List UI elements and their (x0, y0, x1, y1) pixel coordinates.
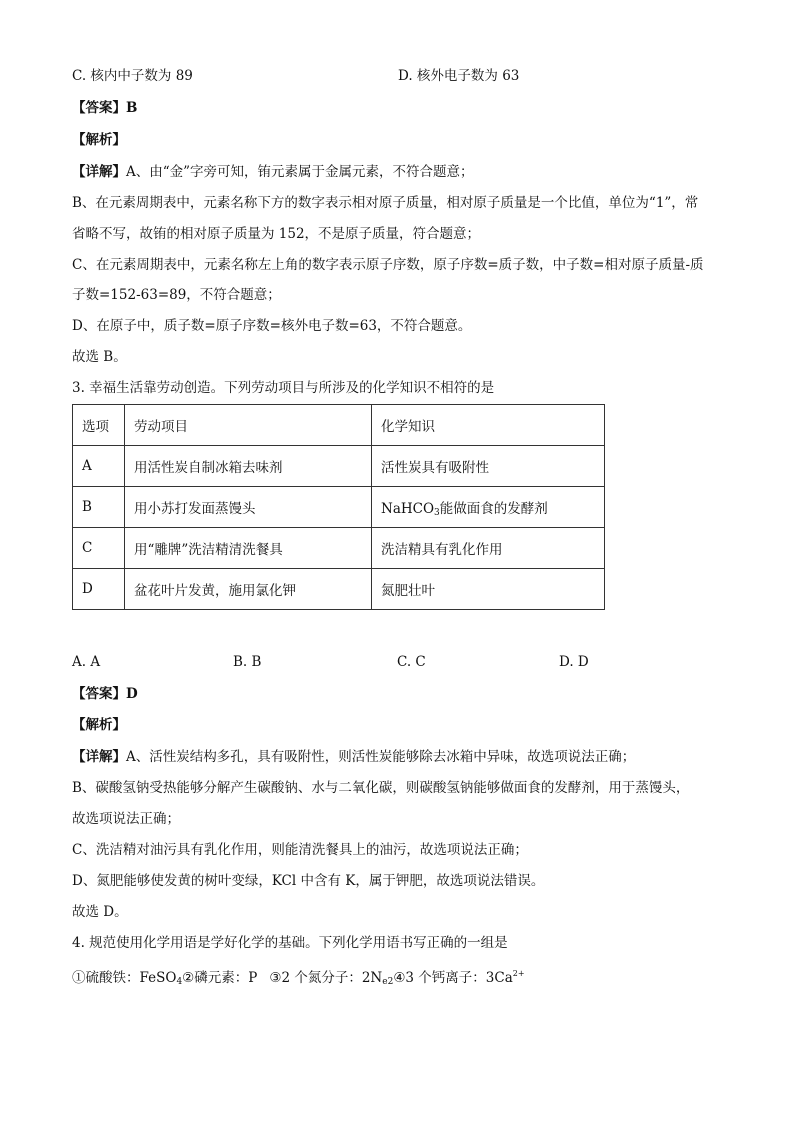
table-cell: 用“雕牌”洗洁精清洗餐具 (125, 528, 372, 569)
q2-detail-line (72, 162, 474, 182)
q2-detail-line: C、在元素周期表中，元素名称左上角的数字表示原子序数，原子序数=质子数，中子数=相对原子质量-质 (72, 257, 704, 273)
table-cell: B (73, 487, 125, 528)
q2-conclusion: 故选 B。 (72, 349, 127, 365)
q3-detail-line: 故选项说法正确； (72, 811, 180, 827)
formula-subscript: 4 (176, 977, 183, 987)
q3-option-c: C. C (397, 654, 426, 670)
q3-stem: 3. 幸福生活靠劳动创造。下列劳动项目与所涉及的化学知识不相符的是 (72, 380, 495, 396)
table-cell: 活性炭具有吸附性 (372, 446, 605, 487)
q3-detail-line (72, 747, 635, 767)
q3-detail-line: B、碳酸氢钠受热能够分解产生碳酸钠、水与二氧化碳，则碳酸氢钠能够做面食的发酵剂，用于蒸馒头， (72, 780, 690, 796)
formula: NaHCO (381, 500, 435, 517)
q3-analysis-heading: 【解析】 (72, 717, 126, 733)
formula-subscript: e2 (382, 977, 394, 987)
q3-detail-tag: 【详解】 (72, 749, 126, 765)
formula-superscript: 2+ (512, 969, 525, 978)
q4-stem: 4. 规范使用化学用语是学好化学的基础。下列化学用语书写正确的一组是 (72, 935, 508, 951)
table-cell: 氮肥壮叶 (372, 569, 605, 610)
table-cell: 用活性炭自制冰箱去味剂 (125, 446, 372, 487)
q2-option-c: C. 核内中子数为 89 (72, 68, 193, 84)
table-header-row (73, 405, 605, 446)
table-cell (372, 487, 605, 528)
q2-detail-line: D、在原子中，质子数=原子序数=核外电子数=63，不符合题意。 (72, 318, 472, 334)
formula-subscript: 3 (434, 507, 440, 518)
q4-item-1: ①硫酸铁：FeSO (72, 970, 177, 986)
table-cell: D (73, 569, 125, 610)
table-header-cell: 选项 (73, 405, 125, 446)
q2-option-d: D. 核外电子数为 63 (398, 68, 520, 84)
table-row (73, 487, 605, 528)
q3-option-b: B. B (233, 654, 262, 670)
q3-conclusion: 故选 D。 (72, 904, 128, 920)
table-cell: 洗洁精具有乳化作用 (372, 528, 605, 569)
table-row (73, 446, 605, 487)
q2-answer: 【答案】B (72, 100, 138, 116)
q3-answer: 【答案】D (72, 686, 138, 702)
q3-option-a: A. A (72, 654, 101, 670)
q3-detail-line: C、洗洁精对油污具有乳化作用，则能清洗餐具上的油污，故选项说法正确； (72, 842, 528, 858)
q4-item-2: ②磷元素：P (182, 970, 258, 986)
q3-detail-line: D、氮肥能够使发黄的树叶变绿，KCl 中含有 K，属于钾肥，故选项说法错误。 (72, 873, 545, 889)
q4-item-4: ④3 个钙离子：3Ca (393, 970, 513, 986)
table-row (73, 528, 605, 569)
table-cell: 盆花叶片发黄，施用氯化钾 (125, 569, 372, 610)
q2-detail-text: A、由“金”字旁可知，铕元素属于金属元素，不符合题意； (126, 164, 474, 180)
q2-analysis-heading: 【解析】 (72, 132, 126, 148)
q2-detail-line: 省略不写，故铕的相对原子质量为 152，不是原子质量，符合题意； (72, 226, 481, 242)
table-cell: C (73, 528, 125, 569)
q3-detail-text: A、活性炭结构多孔，具有吸附性，则活性炭能够除去冰箱中异味，故选项说法正确； (126, 749, 636, 765)
q3-option-d: D. D (559, 654, 589, 670)
cell-text: 能做面食的发酵剂 (439, 500, 548, 517)
table-row (73, 569, 605, 610)
q2-detail-line: B、在元素周期表中，元素名称下方的数字表示相对原子质量，相对原子质量是一个比值，单位为“1”，常 (72, 195, 699, 211)
q4-item-3: ③2 个氮分子：2N (269, 970, 383, 986)
q2-detail-tag: 【详解】 (72, 164, 126, 180)
table-cell: A (73, 446, 125, 487)
q2-detail-line: 子数=152-63=89，不符合题意； (72, 287, 281, 303)
table-header-cell: 劳动项目 (125, 405, 372, 446)
table-cell: 用小苏打发面蒸馒头 (125, 487, 372, 528)
q3-table (72, 404, 605, 610)
q4-items (72, 964, 525, 992)
table-header-cell: 化学知识 (372, 405, 605, 446)
